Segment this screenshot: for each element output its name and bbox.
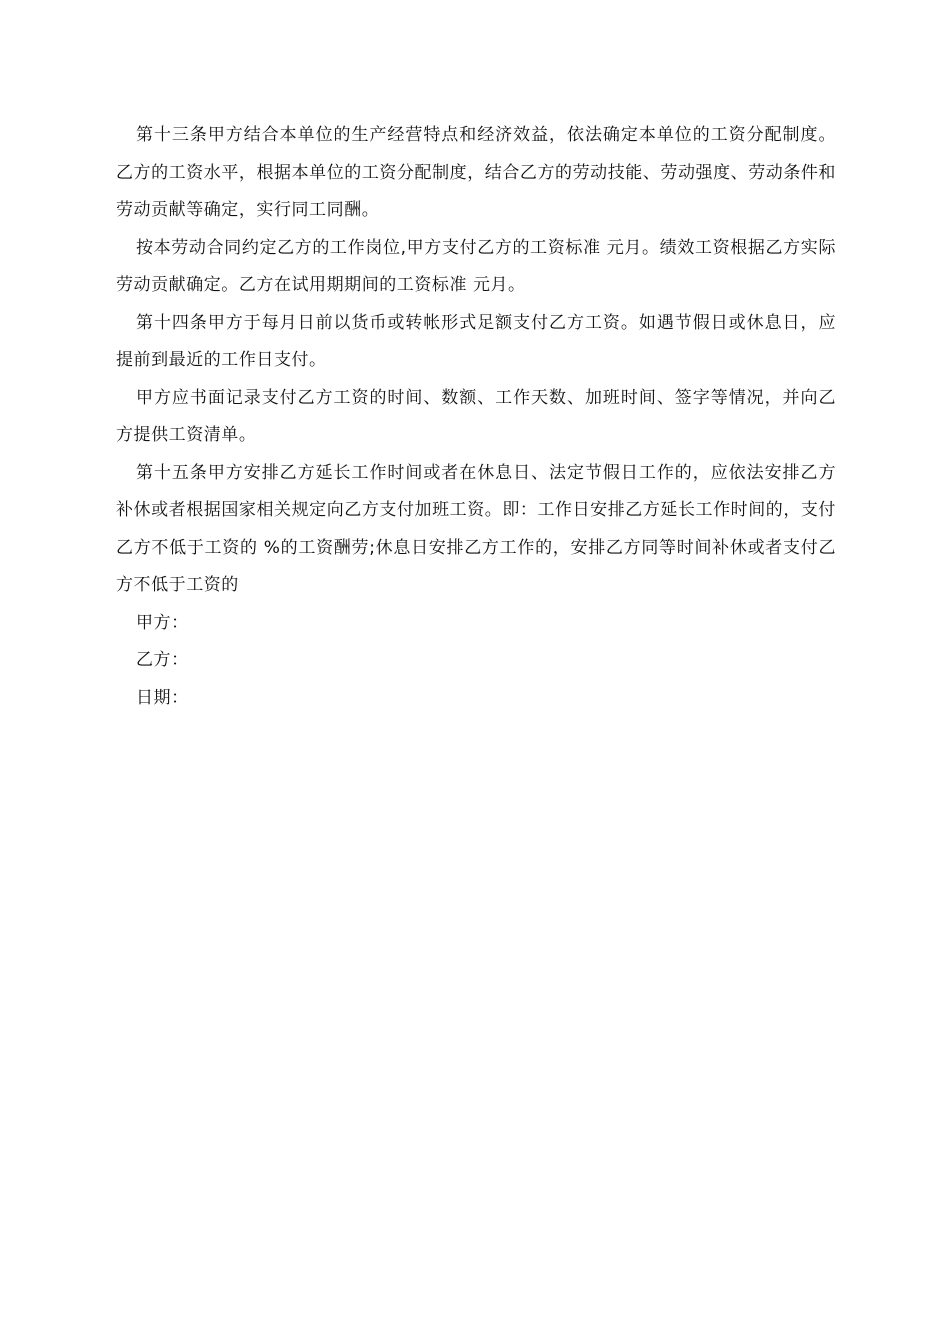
paragraph-article-13: 第十三条甲方结合本单位的生产经营特点和经济效益，依法确定本单位的工资分配制度。乙方的工资水平，根据本单位的工资分配制度，结合乙方的劳动技能、劳动强度、劳动条件和劳动贡献等确定，实行同工同酬。 [116,125,836,220]
paragraph-article-14: 第十四条甲方于每月日前以货币或转帐形式足额支付乙方工资。如遇节假日或休息日，应提前到最近的工作日支付。 [116,312,836,370]
document-body [116,117,836,717]
paragraph-wage-standard: 按本劳动合同约定乙方的工作岗位,甲方支付乙方的工资标准 元月。绩效工资根据乙方实际劳动贡献确定。乙方在试用期期间的工资标准 元月。 [116,237,836,295]
paragraph-wage-records: 甲方应书面记录支付乙方工资的时间、数额、工作天数、加班时间、签字等情况，并向乙方提供工资清单。 [116,387,836,445]
paragraph-article-15: 第十五条甲方安排乙方延长工作时间或者在休息日、法定节假日工作的，应依法安排乙方补休或者根据国家相关规定向乙方支付加班工资。即：工作日安排乙方延长工作时间的，支付乙方不低于工资的 %的工资酬劳;休息日安排乙方工作的，安排乙方同等时间补休或者支付乙方不低于工资的 [116,462,836,595]
signature-party-a: 甲方： [136,612,189,633]
signature-date: 日期： [136,687,189,708]
signature-party-b: 乙方： [136,650,189,670]
